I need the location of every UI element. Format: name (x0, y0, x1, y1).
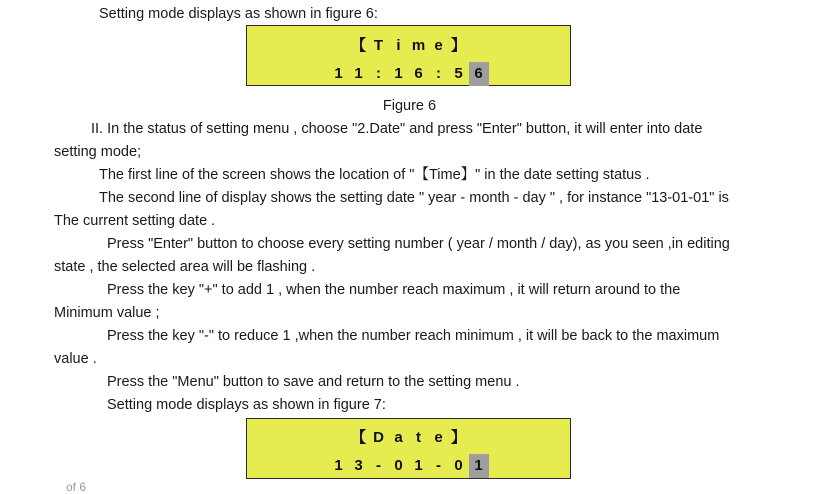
lcd-char: 1 (354, 65, 363, 82)
paragraph-line: state , the selected area will be flashing . (54, 259, 316, 275)
lcd-char: T (373, 37, 384, 54)
lcd-char: 0 (394, 457, 403, 474)
paragraph-line: Press the key "-" to reduce 1 ,when the number reach minimum , it will be back to the maximum (107, 328, 720, 344)
lcd-char: 】 (450, 37, 466, 54)
lcd-char: - (376, 457, 381, 474)
figure-caption: Figure 6 (382, 98, 437, 114)
lcd-cursor-char: 1 (469, 454, 489, 478)
paragraph-line: The current setting date . (54, 213, 216, 229)
lcd-char: : (376, 65, 381, 82)
lcd-char: m (411, 37, 426, 54)
lcd-char: : (436, 65, 441, 82)
paragraph-line: setting mode; (54, 144, 142, 160)
lcd-char: i (396, 37, 401, 54)
lcd-char: e (434, 37, 443, 54)
lcd-display-figure-7 (246, 418, 571, 479)
paragraph-line: value . (54, 351, 97, 367)
paragraph-line: Press the "Menu" button to save and return to the setting menu . (107, 374, 520, 390)
lcd-value-row (247, 454, 570, 478)
lcd-char: 1 (334, 65, 343, 82)
lcd-char: 0 (454, 457, 463, 474)
lcd-char: 3 (354, 457, 363, 474)
lcd-char: 【 (350, 37, 366, 54)
paragraph-line: Minimum value ; (54, 305, 160, 321)
paragraph-line: II. In the status of setting menu , choose "2.Date" and press "Enter" button, it will enter into date (91, 121, 703, 137)
paragraph-line: The first line of the screen shows the location of "【Time】" in the date setting status . (99, 167, 650, 183)
paragraph-line: The second line of display shows the setting date " year - month - day " , for instance "13-01-01" is (99, 190, 729, 206)
lcd-char: 1 (414, 457, 423, 474)
lcd-char: 1 (334, 457, 343, 474)
lcd-value-row (247, 62, 570, 86)
lcd-display-figure-6 (246, 25, 571, 86)
lcd-char: a (394, 429, 403, 446)
lcd-char: D (373, 429, 384, 446)
lcd-char: 【 (350, 429, 366, 446)
paragraph-line: Setting mode displays as shown in figure 6: (99, 6, 378, 22)
paragraph-line: Setting mode displays as shown in figure 7: (107, 397, 386, 413)
page-footer: of 6 (66, 480, 87, 494)
paragraph-line: Press the key "+" to add 1 , when the number reach maximum , it will return around to the (107, 282, 681, 298)
lcd-char: 5 (454, 65, 463, 82)
lcd-char: - (436, 457, 441, 474)
lcd-char: t (416, 429, 421, 446)
lcd-char: 6 (414, 65, 423, 82)
lcd-title-row (247, 36, 570, 56)
lcd-char: e (434, 429, 443, 446)
paragraph-line: Press "Enter" button to choose every setting number ( year / month / day), as you seen ,in editing (107, 236, 730, 252)
lcd-char: 】 (450, 429, 466, 446)
lcd-title-row (247, 428, 570, 448)
lcd-char: 1 (394, 65, 403, 82)
lcd-cursor-char: 6 (469, 62, 489, 86)
